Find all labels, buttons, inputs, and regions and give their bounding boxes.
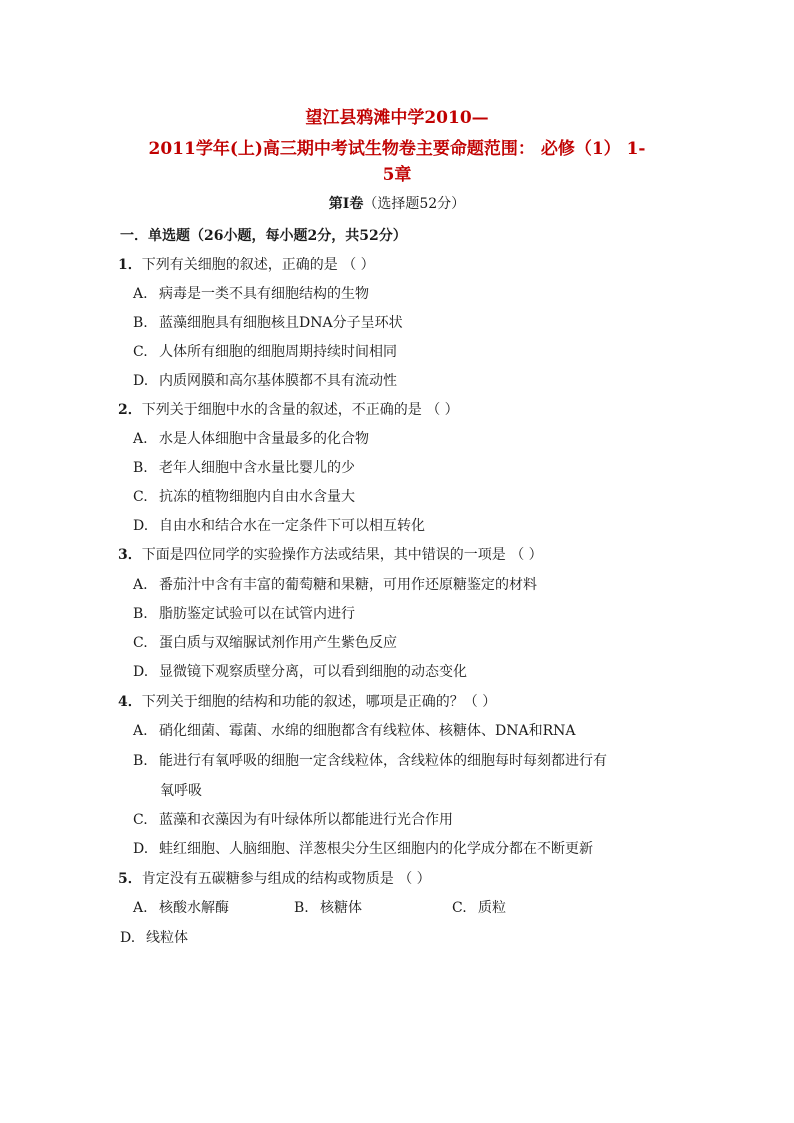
question-5-option-c [452, 898, 506, 918]
question-2-stem [118, 400, 459, 420]
option-letter: B. [133, 606, 148, 622]
question-4-stem [118, 692, 496, 712]
question-3-stem [118, 545, 543, 565]
question-text: 肯定没有五碳糖参与组成的结构或物质是 （ ） [141, 871, 431, 887]
option-text: 蛙红细胞、人脑细胞、洋葱根尖分生区细胞内的化学成分都在不断更新 [159, 841, 593, 857]
question-3-option-b [133, 604, 355, 624]
question-4-option-c [133, 810, 453, 830]
option-text: 内质网膜和高尔基体膜都不具有流动性 [159, 373, 397, 389]
option-letter: B. [133, 460, 148, 476]
option-text: 番茄汁中含有丰富的葡萄糖和果糖，可用作还原糖鉴定的材料 [159, 577, 537, 593]
option-letter: B. [133, 753, 148, 769]
question-number: 5． [118, 871, 142, 887]
option-letter: B. [294, 900, 309, 916]
question-1-option-d [133, 371, 397, 391]
option-letter: A. [133, 286, 148, 302]
option-text: 人体所有细胞的细胞周期持续时间相同 [159, 344, 397, 360]
option-letter: D. [133, 664, 149, 680]
part-heading [0, 194, 794, 214]
option-letter: B. [133, 315, 148, 331]
option-text: 显微镜下观察质壁分离，可以看到细胞的动态变化 [159, 664, 467, 680]
option-letter: C. [133, 489, 148, 505]
option-text: 老年人细胞中含水量比婴儿的少 [159, 460, 355, 476]
question-3-option-d [133, 662, 467, 682]
option-text: 核糖体 [320, 900, 362, 916]
question-4-option-b-continued: 氧呼吸 [160, 783, 202, 799]
question-1-option-b [133, 313, 403, 333]
question-3-option-a [133, 575, 537, 595]
part-note: （选择题52分） [363, 196, 466, 212]
option-letter: C. [133, 344, 148, 360]
option-text: 自由水和结合水在一定条件下可以相互转化 [159, 518, 425, 534]
option-text: 线粒体 [146, 930, 188, 946]
question-5-stem [118, 869, 431, 889]
option-letter: A. [133, 723, 148, 739]
question-number: 2． [118, 402, 142, 418]
option-text: 核酸水解酶 [159, 900, 229, 916]
question-text: 下列关于细胞中水的含量的叙述，不正确的是 （ ） [141, 402, 459, 418]
option-letter: A. [133, 431, 148, 447]
question-2-option-a [133, 429, 369, 449]
question-2-option-c [133, 487, 355, 507]
option-letter: C. [133, 635, 148, 651]
question-text: 下列有关细胞的叙述，正确的是 （ ） [141, 257, 375, 273]
option-text: 硝化细菌、霉菌、水绵的细胞都含有线粒体、核糖体、DNA和RNA [159, 723, 576, 739]
option-text: 抗冻的植物细胞内自由水含量大 [159, 489, 355, 505]
question-4-option-d [133, 839, 593, 859]
question-4-option-b [133, 751, 607, 771]
option-letter: D. [120, 930, 136, 946]
question-2-option-b [133, 458, 355, 478]
section-heading: 一．单选题（26小题，每小题2分，共52分） [120, 228, 407, 244]
question-number: 1． [118, 257, 142, 273]
option-letter: D. [133, 841, 149, 857]
question-2-option-d [133, 516, 425, 536]
option-letter: A. [133, 577, 148, 593]
option-letter: C. [133, 812, 148, 828]
option-text: 蓝藻细胞具有细胞核且DNA分子呈环状 [159, 315, 403, 331]
option-text: 能进行有氧呼吸的细胞一定含线粒体，含线粒体的细胞每时每刻都进行有 [159, 753, 607, 769]
exam-title-line-2: 2011学年(上)高三期中考试生物卷主要命题范围： 必修（1） 1- [148, 139, 646, 159]
question-1-option-a [133, 284, 369, 304]
option-letter: C. [452, 900, 467, 916]
question-1-option-c [133, 342, 397, 362]
exam-title-line-1: 望江县鸦滩中学2010— [305, 108, 489, 128]
question-4-option-a [133, 721, 576, 741]
question-text: 下面是四位同学的实验操作方法或结果，其中错误的一项是 （ ） [141, 547, 543, 563]
question-number: 3． [118, 547, 142, 563]
question-number: 4． [118, 694, 142, 710]
option-text: 病毒是一类不具有细胞结构的生物 [159, 286, 369, 302]
option-letter: D. [133, 518, 149, 534]
option-text: 蓝藻和衣藻因为有叶绿体所以都能进行光合作用 [159, 812, 453, 828]
option-text: 质粒 [478, 900, 506, 916]
part-label: 第Ⅰ卷 [328, 196, 364, 212]
option-letter: A. [133, 900, 148, 916]
option-text: 水是人体细胞中含量最多的化合物 [159, 431, 369, 447]
question-5-option-a [133, 898, 229, 918]
question-5-option-d [120, 928, 188, 948]
option-letter: D. [133, 373, 149, 389]
question-text: 下列关于细胞的结构和功能的叙述，哪项是正确的？（ ） [141, 694, 497, 710]
option-text: 蛋白质与双缩脲试剂作用产生紫色反应 [159, 635, 397, 651]
exam-title-line-3: 5章 [382, 165, 412, 185]
question-3-option-c [133, 633, 397, 653]
question-1-stem [118, 255, 375, 275]
option-text: 脂肪鉴定试验可以在试管内进行 [159, 606, 355, 622]
question-5-option-b [294, 898, 362, 918]
